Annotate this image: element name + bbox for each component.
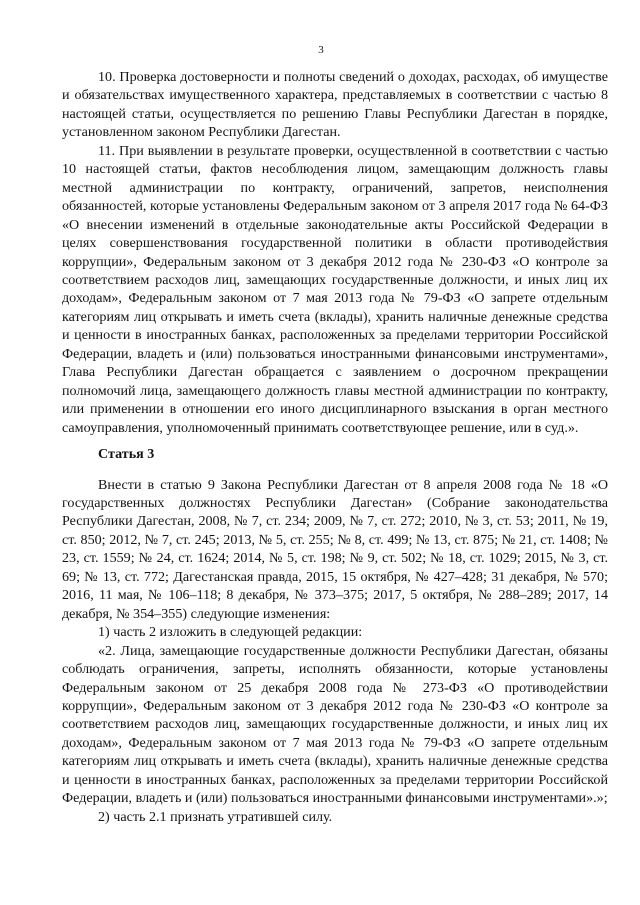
article-heading: Статья 3 xyxy=(98,446,155,463)
amendment-item-1: 1) часть 2 изложить в следующей редакции: xyxy=(98,624,363,641)
article-3-intro: Внести в статью 9 Закона Республики Дагестан от 8 апреля 2008 года № 18 «О государственных должностях Республики Дагестан» (Собрание законодательства Республики Дагестан, 2008, № 7, ст. 234; 2009, № 7, ст. 272; 2010, № 3, ст. 53; 2011, № 19, ст. 850; 2012, № 7, ст. 245; 2013, № 5, ст. 255; № 8, ст. 499; № 13, ст. 875; № 21, ст. 1408; № 23, ст. 1559; № 24, ст. 1624; 2014, № 5, ст. 198; № 9, ст. 502; № 18, ст. 1029; 2015, № 3, ст. 69; № 13, ст. 772; Дагестанская правда, 2015, 15 октября, № 427–428; 31 декабря, № 570; 2016, 11 мая, № 106–118; 8 декабря, № 373–375; 2017, 5 октября, № 288–289; 2017, 14 декабря, № 354–355) следующие изменения: xyxy=(62,476,608,622)
paragraph-11: 11. При выявлении в результате проверки, осуществленной в соответствии с частью 10 настоящей статьи, фактов несоблюдения лицом, замещающим должность главы местной администрации по контракту, ограничений, запретов, неисполнения обязанностей, которые установлены Федеральным законом от 3 апреля 2017 года № 64-ФЗ «О внесении изменений в отдельные законодательные акты Российской Федерации в целях совершенствования государственной политики в области противодействия коррупции», Федеральным законом от 3 декабря 2012 года № 230-ФЗ «О контроле за соответствием расходов лиц, замещающих государственные должности, и иных лиц их доходам», Федеральным законом от 7 мая 2013 года № 79-ФЗ «О запрете отдельным категориям лиц открывать и иметь счета (вклады), хранить наличные денежные средства и ценности в иностранных банках, расположенных за пределами территории Российской Федерации, владеть и (или) пользоваться иностранными финансовыми инструментами», Глава Республики Дагестан обращается с заявлением о досрочном прекращении полномочий лица, замещающего должность главы местной администрации по контракту, или применении в отношении его иного дисциплинарного взыскания в орган местного самоуправления, уполномоченный принимать соответствующее решение, или в суд.». xyxy=(62,142,608,436)
paragraph-10: 10. Проверка достоверности и полноты сведений о доходах, расходах, об имуществе и обязательствах имущественного характера, представляемых в соответствии с частью 8 настоящей статьи, осуществляется по решению Главы Республики Дагестан в порядке, установленном законом Республики Дагестан. xyxy=(62,69,608,141)
page-number: 3 xyxy=(318,44,324,56)
amendment-item-1-text: «2. Лица, замещающие государственные должности Республики Дагестан, обязаны соблюдать ограничения, запреты, исполнять обязанности, которые установлены Федеральным законом от 25 декабря 2008 года № 273-ФЗ «О противодействии коррупции», Федеральным законом от 3 декабря 2012 года № 230-ФЗ «О контроле за соответствием расходов лиц, замещающих государственные должности, и иных лиц их доходам», Федеральным законом от 7 мая 2013 года № 79-ФЗ «О запрете отдельным категориям лиц открывать и иметь счета (вклады), хранить наличные денежные средства и ценности в иностранных банках, расположенных за пределами территории Российской Федерации, владеть и (или) пользоваться иностранными финансовыми инструментами».»; xyxy=(62,642,608,807)
document-body xyxy=(62,68,608,826)
amendment-item-2: 2) часть 2.1 признать утратившей силу. xyxy=(98,808,333,825)
